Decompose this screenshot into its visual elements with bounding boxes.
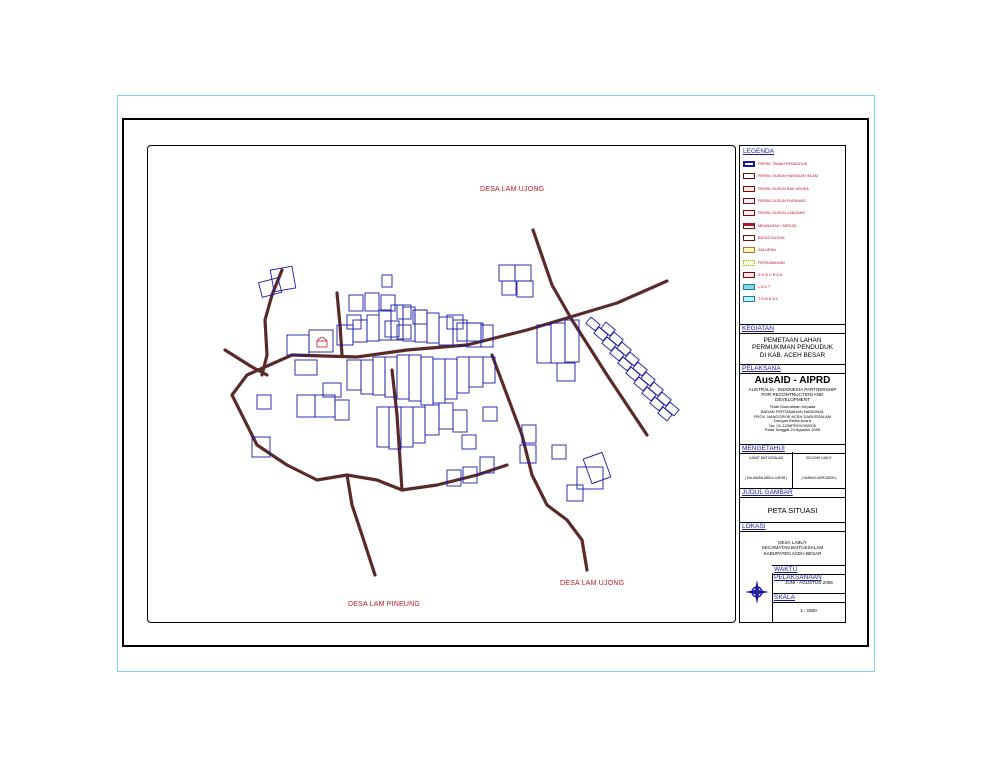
- legend-item: [743, 293, 843, 305]
- kegiatan-line: DI KAB. ACEH BESAR: [759, 351, 826, 359]
- pelaksana-head: PELAKSANA: [740, 364, 845, 374]
- legend-item: [743, 232, 843, 244]
- kegiatan-line: PERMUKIMAN PENDUDUK: [752, 344, 833, 352]
- pelaksana-block: [740, 364, 845, 433]
- tambak-parcels: [586, 317, 679, 421]
- road-south-west: [347, 475, 375, 575]
- legend-label: L A U T: [758, 285, 771, 290]
- lokasi-head: LOKASI: [740, 522, 845, 532]
- mosque-icon: [317, 338, 327, 348]
- map-drawing[interactable]: [147, 145, 736, 623]
- pelaksana-line: FOR RECONTRUCTION AND: [761, 391, 824, 397]
- legend-swatch: [743, 296, 755, 302]
- lokasi-line: DESA LABUY: [778, 540, 807, 545]
- legend-swatch: [743, 272, 755, 278]
- legend-label: K U B U R A N: [758, 272, 783, 277]
- kegiatan-block: [740, 324, 845, 359]
- legend-swatch: [743, 210, 755, 216]
- legend-swatch: [743, 223, 755, 229]
- judul-value: PETA SITUASI: [767, 506, 818, 515]
- pelaksana-line: AUSTRALIA - INDONESIA PARTNERSHIP: [748, 386, 837, 392]
- legend-item: [743, 269, 843, 281]
- legend-label: PERSAWAHAN: [758, 260, 785, 265]
- legend-label: T A M B A K: [758, 297, 778, 302]
- judul-head: JUDUL GAMBAR: [740, 488, 845, 498]
- thanks-line: Pada Tanggal 24 Agustus 2005: [764, 427, 821, 433]
- road-inner-north: [337, 293, 342, 355]
- sig-right-title: KEUCHIK LABUY: [806, 456, 832, 460]
- legend-label: PERSIL DUSUN PURBANG: [758, 199, 806, 204]
- legend-label: MEUNASAH / MESJID: [758, 223, 797, 228]
- legend-swatch: [743, 186, 755, 192]
- road-west-spur: [225, 350, 267, 375]
- legend-swatch: [743, 247, 755, 253]
- lokasi-block: [740, 522, 845, 565]
- legend-label: PERSIL TANAH PENDUDUK: [758, 162, 808, 167]
- skala-head: SKALA: [772, 593, 845, 603]
- lokasi-line: KABUPATEN ACEH BESAR: [763, 550, 822, 556]
- legend-label: BATAS DUSUN: [758, 235, 785, 240]
- road-north-east: [533, 230, 647, 435]
- label-desa-north: DESA LAM UJONG: [480, 186, 545, 193]
- legend-item: [743, 207, 843, 219]
- road-main-east: [292, 281, 667, 357]
- legend-swatch: [743, 173, 755, 179]
- legend-swatch: [743, 260, 755, 266]
- parcels: [252, 265, 611, 501]
- thanks-line: BADAN PERTANAHAN NASIONAL: [760, 408, 825, 414]
- legend-label: PERSIL DUSUN LANCANG: [758, 211, 806, 216]
- legend-item: [743, 158, 843, 170]
- lokasi-line: KECAMATAN BAITUSSALAM: [761, 545, 824, 551]
- legend-label: PERSIL DUSUN HANSUAN ISLAM: [758, 174, 818, 179]
- bottom-block: [740, 565, 845, 623]
- road-west-loop: [232, 355, 507, 490]
- skala-value: 1 : 1500: [800, 608, 817, 613]
- legend-item: [743, 244, 843, 256]
- road-south-east: [492, 355, 587, 570]
- legend-label: PERSIL DUSUN BAK KRUEA: [758, 186, 809, 191]
- title-block: [739, 145, 846, 623]
- legend-item: [743, 219, 843, 231]
- sig-left-title: CAMAT BAITUSSALAM: [748, 456, 784, 460]
- mengetahui-head: MENGETAHUI: [740, 444, 845, 454]
- compass-rose-icon: [744, 579, 770, 605]
- sig-left-name: ( SULAIMAN ABDUL KARIM ): [744, 476, 788, 480]
- thanks-line: PROV. NANGGROE ACEH DARUSSALAM: [753, 413, 832, 419]
- label-desa-south-east: DESA LAM UJONG: [560, 580, 625, 587]
- mengetahui-block: [740, 444, 845, 488]
- judul-block: [740, 488, 845, 522]
- label-desa-south-west: DESA LAM PINEUNG: [348, 601, 421, 608]
- legend-swatch: [743, 235, 755, 241]
- legend-item: [743, 281, 843, 293]
- kegiatan-line: PEMETAAN LAHAN: [763, 337, 822, 344]
- legend-item: [743, 256, 843, 268]
- thanks-line: Dengan Berita Acara: [774, 418, 811, 424]
- waktu-head: WAKTU PELAKSANAAN: [772, 565, 845, 575]
- pelaksana-name: AusAID - AIPRD: [754, 375, 831, 386]
- thanks-line: No. 01-12/MPROV/II/2005: [769, 422, 816, 428]
- legend-list: [743, 158, 843, 306]
- legend-title: LEGENDA: [743, 148, 775, 155]
- legend-swatch: [743, 198, 755, 204]
- sig-right-name: ( NANNAS ARIFUDDIN ): [801, 476, 837, 480]
- thanks-line: Telah Diserahkan Kepada: [769, 404, 816, 410]
- waktu-value: JUNI - AGUSTUS 2005: [785, 580, 833, 585]
- legend-item: [743, 183, 843, 195]
- legend-swatch: [743, 284, 755, 290]
- legend-item: [743, 170, 843, 182]
- legend-item: [743, 195, 843, 207]
- legend-label: SALURAN: [758, 248, 776, 253]
- pelaksana-line: DEVELOPMENT: [775, 397, 810, 403]
- kegiatan-head: KEGIATAN: [740, 324, 845, 334]
- legend-swatch: [743, 161, 755, 167]
